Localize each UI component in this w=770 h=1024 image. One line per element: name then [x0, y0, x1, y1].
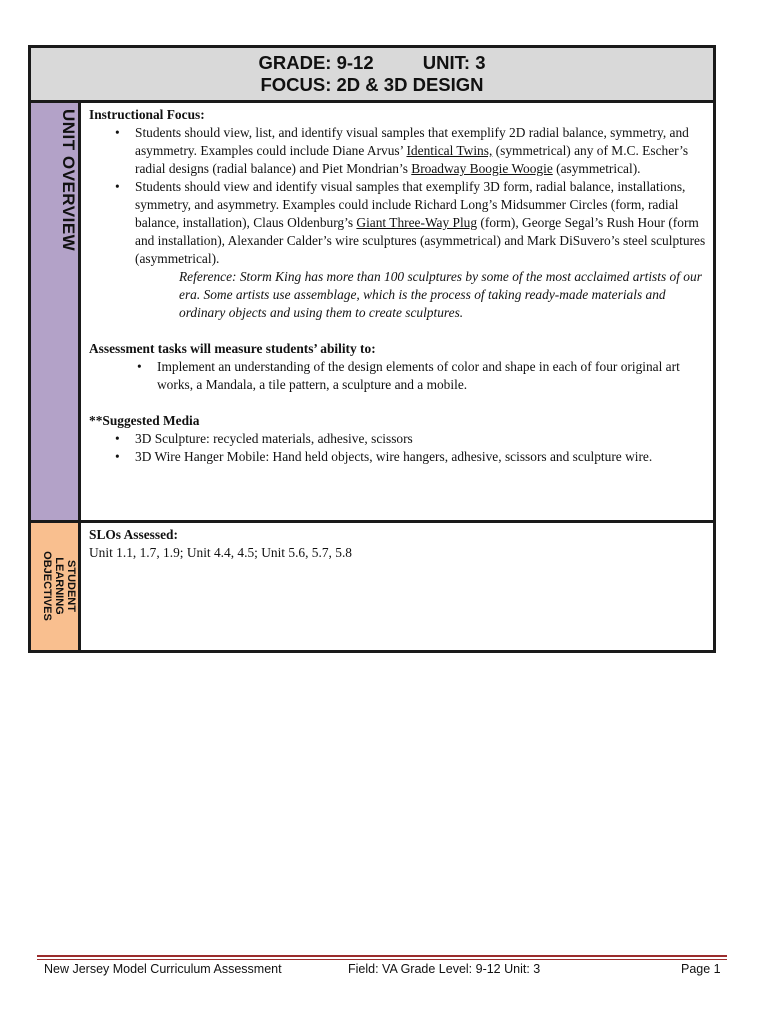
instructional-heading: Instructional Focus: [89, 107, 205, 122]
text-run: (form), George Segal’s Rush Hour (form and installation), Alexander Calder’s wire sculptures (asymmetrical) and Mark DiSuvero’s steel sculptures (asymmetrical). [135, 215, 706, 266]
list-item [89, 358, 709, 394]
bullet-icon: • [115, 449, 120, 464]
artwork-link-broadway-boogie-woogie: Broadway Boogie Woogie [411, 161, 553, 176]
slo-heading: SLOs Assessed: [89, 527, 178, 542]
unit-label: UNIT: 3 [422, 52, 486, 73]
bullet-icon: • [115, 179, 120, 194]
assessment-item: Implement an understanding of the design elements of color and shape in each of four original art works, a Mandala, a tile pattern, a sculpture and a mobile. [157, 359, 680, 392]
list-item [89, 430, 709, 448]
text-run: Students should view, list, and identify visual samples that exemplify 2D radial balance, symmetry, and asymmetry. Examples could include Diane Arvus’ [135, 125, 689, 158]
assessment-heading: Assessment tasks will measure students’ ability to: [89, 341, 376, 356]
text-run: (asymmetrical). [552, 161, 641, 176]
unit-overview-table [28, 45, 716, 653]
page-number: Page 1 [681, 962, 721, 976]
slo-band-label [41, 537, 77, 635]
slo-band [31, 520, 81, 650]
media-item: 3D Wire Hanger Mobile: Hand held objects, wire hangers, adhesive, scissors and sculpture wire. [135, 449, 653, 464]
bullet-icon: • [137, 359, 142, 374]
unit-overview-band [31, 103, 81, 520]
list-item [89, 448, 709, 466]
artwork-link-giant-three-way-plug: Giant Three-Way Plug [356, 215, 478, 230]
list-item [89, 178, 709, 268]
footer-middle: Field: VA Grade Level: 9-12 Unit: 3 [348, 962, 541, 976]
footer-left: New Jersey Model Curriculum Assessment [44, 962, 282, 976]
media-item: 3D Sculpture: recycled materials, adhesive, scissors [135, 431, 413, 446]
media-list [89, 430, 709, 466]
assessment-list [89, 358, 709, 394]
header-band [31, 48, 713, 103]
grade-label: GRADE: 9-12 [258, 52, 374, 73]
bullet-icon: • [115, 125, 120, 140]
reference-note: Reference: Storm King has more than 100 sculptures by some of the most acclaimed artists of our era. Some artists use assemblage, which is the process of taking ready-made materials and ordinary objects and using them to create sculptures. [179, 269, 702, 320]
artwork-link-identical-twins: Identical Twins, [406, 143, 493, 158]
slo-text: Unit 1.1, 1.7, 1.9; Unit 4.4, 4.5; Unit 5.6, 5.7, 5.8 [89, 545, 352, 560]
slo-band-line: STUDENT [65, 560, 77, 612]
media-heading: **Suggested Media [89, 413, 200, 428]
footer-rule-thin [37, 959, 727, 960]
text-run: (symmetrical) any of M.C. Escher’s radial designs (radial balance) and Piet Mondrian’s [135, 143, 689, 176]
unit-overview-label: UNIT OVERVIEW [59, 109, 78, 252]
focus-label: FOCUS: 2D & 3D DESIGN [260, 74, 484, 95]
instructional-list [89, 124, 709, 268]
slo-content [89, 526, 352, 562]
text-run: Students should view and identify visual samples that exemplify 3D form, radial balance, installations, symmetry, and asymmetry. Examples could include Richard Long’s Midsummer Circles (form, radial balance, installation), Claus Oldenburg’s [135, 179, 686, 230]
bullet-icon: • [115, 431, 120, 446]
section-divider [81, 520, 713, 523]
slo-band-line: LEARNING [53, 557, 65, 615]
list-item [89, 124, 709, 178]
slo-band-line: OBJECTIVES [41, 551, 53, 621]
header-row-1 [31, 52, 713, 74]
footer-rule [37, 955, 727, 957]
overview-content [89, 106, 709, 466]
